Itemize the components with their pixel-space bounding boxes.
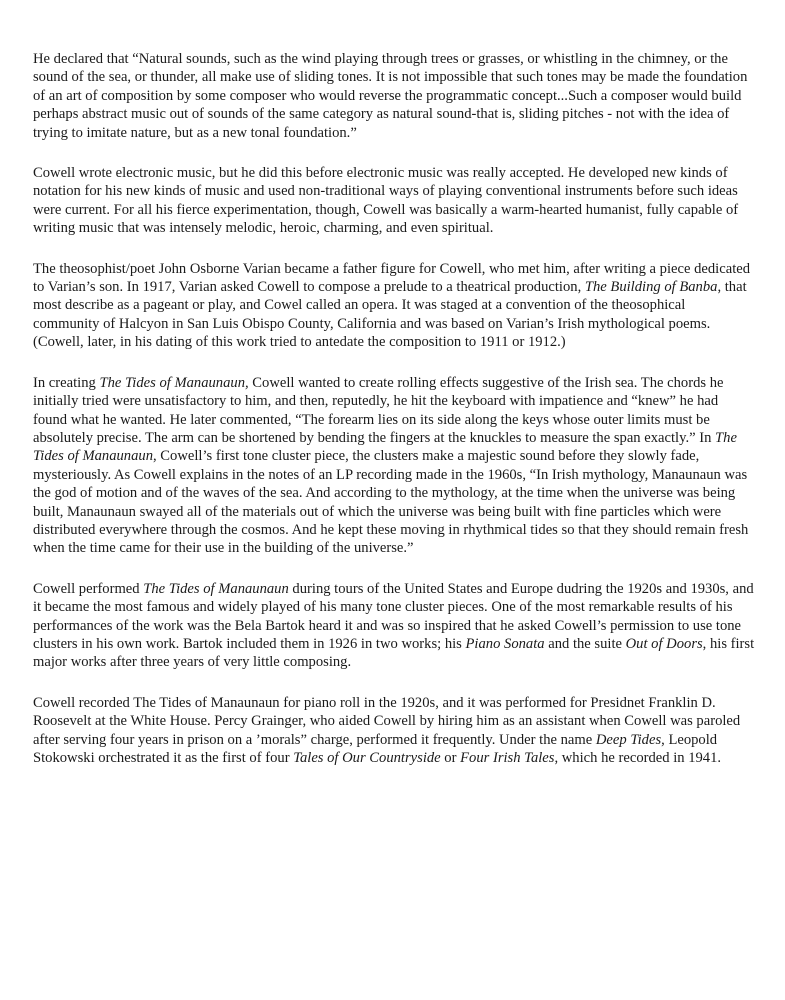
paragraph-text: Cowell wrote electronic music, but he did this before electronic music was really accepted. He developed new kinds of notation for his new kinds of music and used non-traditional ways of playing conventional instruments before such ideas were current. For all his fierce experimentation, though, Cowell was basically a warm-hearted humanist, fully capable of writing music that was intensely melodic, heroic, charming, and even spiritual. xyxy=(33,165,739,237)
paragraph-natural-sounds-quote xyxy=(33,50,755,142)
paragraph-text: The theosophist/poet John Osborne Varian became a father figure for Cowell, who met him, after writing a piece dedicated to Varian’s son. In 1917, Varian asked Cowell to compose a prelude to a theatrical production, xyxy=(33,260,751,296)
italic-title-text: The Tides of Manaunaun xyxy=(143,580,289,597)
italic-title-text: Tales of Our Countryside xyxy=(293,750,441,766)
italic-title-text: Out of Doors xyxy=(625,635,703,652)
paragraph-text: , which he recorded in 1941. xyxy=(554,750,722,766)
paragraph-text: Cowell performed xyxy=(33,580,144,597)
italic-title-text: Deep Tides xyxy=(595,731,662,748)
paragraph-text: , Cowell’s first tone cluster piece, the clusters make a majestic sound before they slowly fade, mysteriously. As Cowell explains in the notes of an LP recording made in the 1960s, “In Irish mythology, Manaunaun was the god of motion and of the waves of the sea. And according to the mythology, at the time when the universe was being built, Manaunaun swayed all of the materials out of which the universe was being built with fine particles which were distributed everywhere through the cosmos. And he kept these moving in rhythmical tides so that they should remain fresh when the time came for their use in the building of the universe.” xyxy=(33,448,749,557)
paragraph-recordings xyxy=(33,694,755,768)
italic-title-text: Four Irish Tales xyxy=(460,750,555,766)
italic-title-text: Piano Sonata xyxy=(465,635,545,652)
paragraph-text: during tours of the United States and Europe dudring the 1920s and 1930s, and it became the most famous and widely played of his many tone cluster pieces. One of the most remarkable results of his performances of the work was the Bela Bartok heard it and was so inspired that he asked Cowell’s permission to use tone clusters in his own work. Bartok included them in 1926 in two works; his xyxy=(33,580,754,652)
italic-title-text: The Tides of Manaunaun xyxy=(33,429,737,465)
paragraph-varian xyxy=(33,260,755,352)
paragraph-text: , that most describe as a pageant or play, and Cowel called an opera. It was staged at a convention of the theosophical community of Halcyon in San Luis Obispo County, California and was based on Varian’s Irish mythological poems. (Cowell, later, in his dating of this work tried to antedate the composition to 1911 or 1912.) xyxy=(33,279,747,351)
paragraph-text: In creating xyxy=(33,374,100,391)
paragraph-text: and the suite xyxy=(544,635,626,652)
paragraph-text: He declared that “Natural sounds, such as the wind playing through trees or grasses, or whistling in the chimney, or the sound of the sea, or thunder, all make use of sliding tones. It is not impossible that such tones may be made the foundation of an art of composition by some composer who would reverse the programmatic concept...Such a composer would build perhaps abstract music out of sounds of the same category as natural sound-that is, sliding pitches - not with the idea of trying to imitate nature, but as a new tonal foundation.” xyxy=(33,51,748,141)
paragraph-tides-creation xyxy=(33,374,755,558)
paragraph-text: or xyxy=(440,750,461,766)
paragraph-text: Cowell recorded The Tides of Manaunaun for piano roll in the 1920s, and it was performed for Presidnet Franklin D. Roosevelt at the White House. Percy Grainger, who aided Cowell by hiring him as an assistant when Cowell was paroled after serving four years in prison on a ’morals” charge, performed it frequently. Under the name xyxy=(33,694,741,748)
italic-title-text: The Tides of Manaunaun, xyxy=(99,374,249,391)
paragraph-text: , Leopold Stokowski orchestrated it as the first of four xyxy=(33,731,718,766)
paragraph-performances-bartok xyxy=(33,580,755,672)
paragraph-electronic-music xyxy=(33,164,755,238)
paragraph-text: , his first major works after three years of very little composing. xyxy=(33,635,755,671)
paragraph-text: Cowell wanted to create rolling effects suggestive of the Irish sea. The chords he initially tried were unsatisfactory to him, and then, reputedly, he hit the keyboard with impatience and “knew” he had found what he wanted. He later commented, “The forearm lies on its side along the keys whose outer limits must be absolutely precise. The arm can be shortened by bending the fingers at the knuckles to measure the span exactly.” In xyxy=(33,374,724,446)
italic-title-text: The Building of Banba xyxy=(584,279,718,296)
